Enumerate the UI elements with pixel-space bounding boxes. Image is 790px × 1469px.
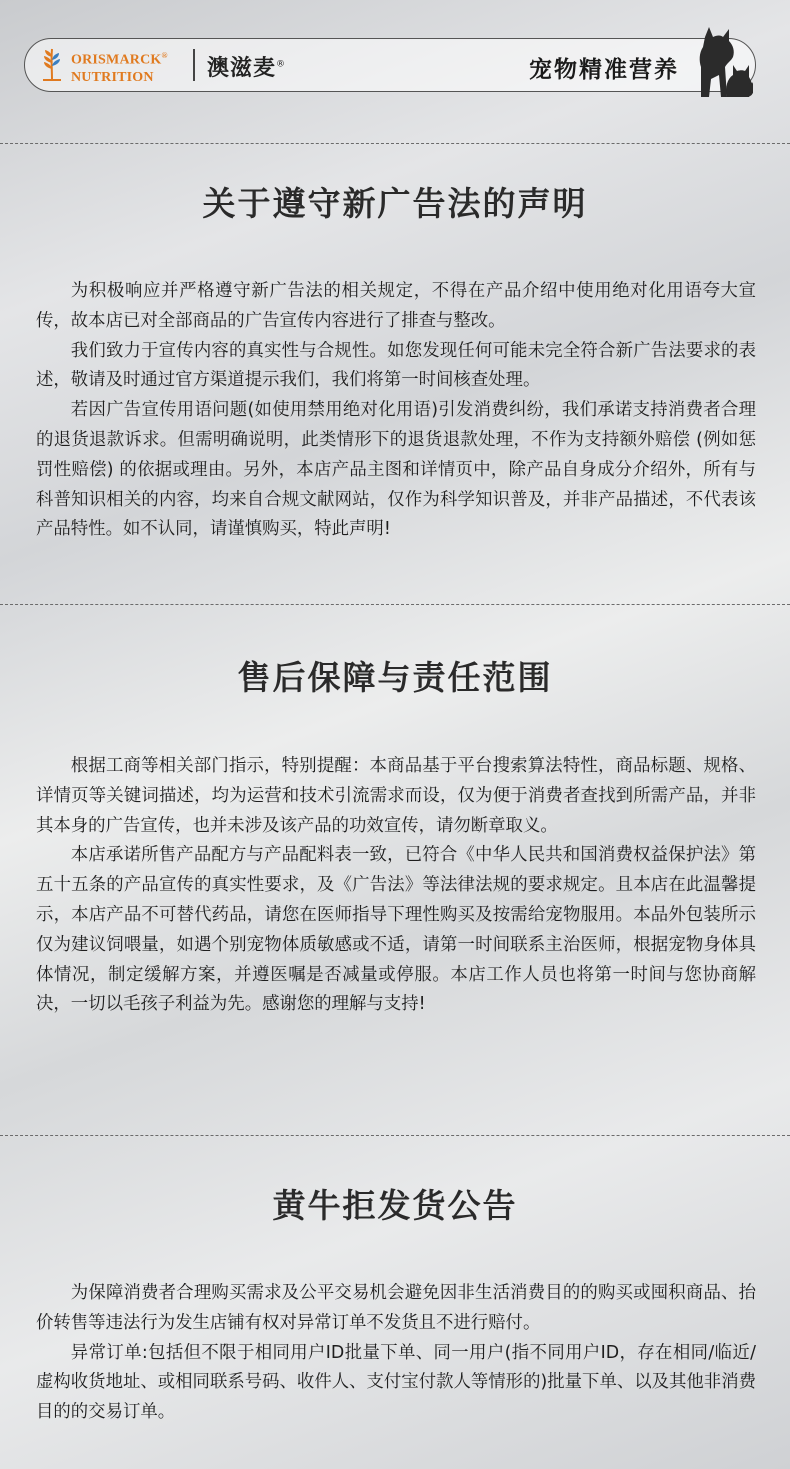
section-paragraph: 我们致力于宣传内容的真实性与合规性。如您发现任何可能未完全符合新广告法要求的表述，敬请及时通过官方渠道提示我们，我们将第一时间核查处理。	[36, 340, 756, 391]
section-scalper-notice	[0, 1180, 790, 1428]
brand-en-line1: ORISMARCK	[71, 52, 162, 68]
section-paragraph: 本店承诺所售产品配方与产品配料表一致，已符合《中华人民共和国消费权益保护法》第五十五条的产品宣传的真实性要求，及《广告法》等法律法规的要求规定。且本店在此温馨提示，本店产品不可替代药品，请您在医师指导下理性购买及按需给宠物服用。本品外包装所示仅为建议饲喂量，如遇个别宠物体质敏感或不适，请第一时间联系主治医师，根据宠物身体具体情况，制定缓解方案，并遵医嘱是否减量或停服。本店工作人员也将第一时间与您协商解决，一切以毛孩子利益为先。感谢您的理解与支持!	[36, 845, 756, 1015]
brand-cn-text: 澳滋麦	[207, 56, 277, 81]
section-divider-1	[0, 143, 790, 144]
section-paragraph: 为保障消费者合理购买需求及公平交易机会避免因非生活消费目的的购买或囤积商品、抬价转售等违法行为发生店铺有权对异常订单不发货且不进行赔付。	[36, 1283, 756, 1333]
tagline: 宠物精准营养	[529, 57, 679, 83]
registered-mark-cn: ®	[276, 59, 287, 70]
header-divider	[193, 49, 195, 81]
section-title: 售后保障与责任范围	[237, 658, 553, 697]
section-divider-2	[0, 604, 790, 605]
brand-english-name	[71, 47, 168, 86]
section-divider-3	[0, 1135, 790, 1136]
brand-header	[24, 38, 756, 92]
section-paragraph: 根据工商等相关部门指示，特别提醒：本商品基于平台搜索算法特性，商品标题、规格、详情页等关键词描述，均为运营和技术引流需求而设，仅为便于消费者查找到所需产品，并非其本身的广告宣传，也并未涉及该产品的功效宣传，请勿断章取义。	[36, 756, 756, 836]
section-paragraph: 若因广告宣传用语问题(如使用禁用绝对化用语)引发消费纠纷，我们承诺支持消费者合理的退货退款诉求。但需明确说明，此类情形下的退货退款处理，不作为支持额外赔偿 (例如惩罚性赔偿) 的依据或理由。另外，本店产品主图和详情页中，除产品自身成分介绍外，所有与科普知识相关的内容，均来自合规文献网站，仅作为科学知识普及，并非产品描述，不代表该产品特性。如不认同，请谨慎购买，特此声明!	[36, 400, 756, 540]
section-paragraph: 为积极响应并严格遵守新广告法的相关规定，不得在产品介绍中使用绝对化用语夸大宣传，故本店已对全部商品的广告宣传内容进行了排查与整改。	[36, 281, 756, 331]
brand-en-line2: NUTRITION	[71, 69, 154, 85]
section-paragraph: 异常订单:包括但不限于相同用户ID批量下单、同一用户(指不同用户ID，存在相同/临近/虚构收货地址、或相同联系号码、收件人、支付宝付款人等情形的)批量下单、以及其他非消费目的的交易订单。	[36, 1342, 756, 1423]
section-after-sales	[0, 652, 790, 1020]
section-ad-law-statement	[0, 178, 790, 545]
brand-chinese-name	[207, 51, 286, 82]
section-title: 黄牛拒发货公告	[272, 1186, 518, 1225]
registered-mark: ®	[161, 51, 168, 60]
section-title: 关于遵守新广告法的声明	[202, 184, 588, 223]
wheat-logo-icon	[41, 47, 63, 81]
dog-cat-silhouette-icon	[687, 23, 753, 99]
